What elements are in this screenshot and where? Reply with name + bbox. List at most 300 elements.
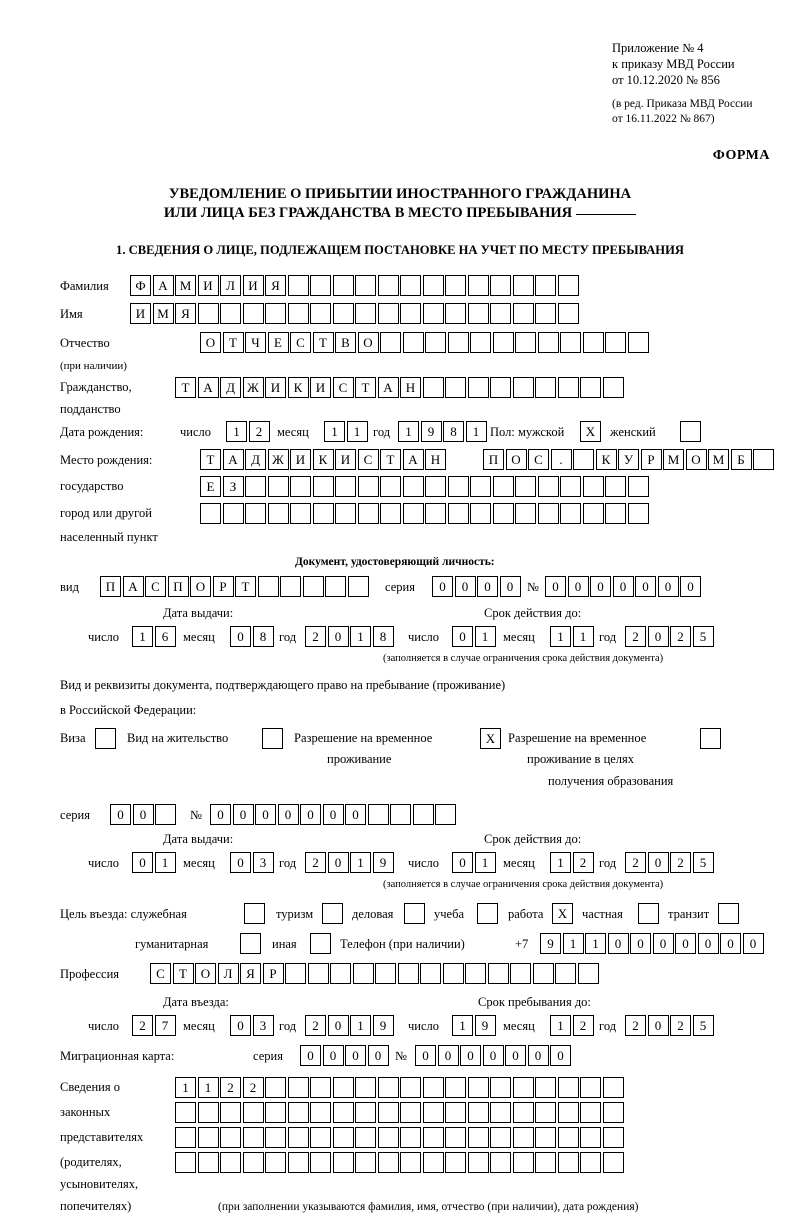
form-cell[interactable]	[420, 963, 441, 984]
form-cell[interactable]: 5	[693, 852, 714, 873]
form-cell[interactable]: Т	[355, 377, 376, 398]
form-cell[interactable]: Л	[218, 963, 239, 984]
form-cell[interactable]: Т	[173, 963, 194, 984]
birth-day-input[interactable]	[226, 421, 271, 442]
birth-year-input[interactable]	[398, 421, 488, 442]
form-cell[interactable]	[288, 1102, 309, 1123]
form-cell[interactable]: И	[198, 275, 219, 296]
form-cell[interactable]	[423, 303, 444, 324]
form-cell[interactable]: Ф	[130, 275, 151, 296]
form-cell[interactable]	[265, 1102, 286, 1123]
form-cell[interactable]	[558, 1077, 579, 1098]
form-cell[interactable]: Ж	[268, 449, 289, 470]
form-cell[interactable]	[628, 503, 649, 524]
form-cell[interactable]	[310, 1102, 331, 1123]
purpose-work-checkbox[interactable]	[552, 903, 575, 924]
form-cell[interactable]: 1	[452, 1015, 473, 1036]
form-cell[interactable]	[490, 275, 511, 296]
form-cell[interactable]	[445, 303, 466, 324]
form-cell[interactable]	[268, 476, 289, 497]
form-cell[interactable]: 0	[230, 626, 251, 647]
form-cell[interactable]	[718, 903, 739, 924]
form-cell[interactable]	[533, 963, 554, 984]
form-cell[interactable]	[198, 1102, 219, 1123]
form-cell[interactable]	[468, 1127, 489, 1148]
stay-until-month-input[interactable]	[550, 1015, 595, 1036]
form-cell[interactable]	[310, 933, 331, 954]
form-cell[interactable]	[288, 303, 309, 324]
form-cell[interactable]: И	[130, 303, 151, 324]
form-cell[interactable]	[448, 503, 469, 524]
stay-until-year-input[interactable]	[625, 1015, 715, 1036]
form-cell[interactable]: 0	[698, 933, 719, 954]
form-cell[interactable]: 8	[373, 626, 394, 647]
form-cell[interactable]: Д	[220, 377, 241, 398]
form-cell[interactable]	[558, 275, 579, 296]
form-cell[interactable]	[488, 963, 509, 984]
form-cell[interactable]: 2	[305, 852, 326, 873]
form-cell[interactable]	[348, 576, 369, 597]
form-cell[interactable]: А	[153, 275, 174, 296]
form-cell[interactable]: И	[335, 449, 356, 470]
form-cell[interactable]: 2	[625, 1015, 646, 1036]
form-cell[interactable]	[290, 476, 311, 497]
form-cell[interactable]	[403, 503, 424, 524]
form-cell[interactable]: В	[335, 332, 356, 353]
form-cell[interactable]	[573, 449, 594, 470]
form-cell[interactable]: А	[123, 576, 144, 597]
form-cell[interactable]	[628, 476, 649, 497]
form-cell[interactable]	[290, 503, 311, 524]
form-cell[interactable]	[355, 1077, 376, 1098]
form-cell[interactable]: 0	[675, 933, 696, 954]
form-cell[interactable]	[468, 303, 489, 324]
form-cell[interactable]	[448, 332, 469, 353]
form-cell[interactable]	[605, 476, 626, 497]
purpose-other-checkbox[interactable]	[310, 933, 333, 954]
form-cell[interactable]: А	[198, 377, 219, 398]
form-cell[interactable]	[425, 503, 446, 524]
form-cell[interactable]: 0	[328, 626, 349, 647]
form-cell[interactable]: Р	[263, 963, 284, 984]
form-cell[interactable]	[355, 303, 376, 324]
form-cell[interactable]: Х	[552, 903, 573, 924]
form-cell[interactable]: Б	[731, 449, 752, 470]
form-cell[interactable]: 1	[198, 1077, 219, 1098]
form-cell[interactable]	[223, 503, 244, 524]
form-cell[interactable]	[285, 963, 306, 984]
form-cell[interactable]: 5	[693, 1015, 714, 1036]
form-cell[interactable]: 0	[345, 804, 366, 825]
form-cell[interactable]: М	[175, 275, 196, 296]
form-cell[interactable]	[220, 1102, 241, 1123]
purpose-business-checkbox[interactable]	[404, 903, 427, 924]
form-cell[interactable]	[333, 303, 354, 324]
doc-valid-year-input[interactable]	[625, 626, 715, 647]
form-cell[interactable]: 0	[653, 933, 674, 954]
form-cell[interactable]	[583, 503, 604, 524]
purpose-study-checkbox[interactable]	[477, 903, 500, 924]
form-cell[interactable]: 0	[230, 852, 251, 873]
form-cell[interactable]	[243, 1127, 264, 1148]
form-cell[interactable]	[313, 503, 334, 524]
stay-issue-month-input[interactable]	[230, 852, 275, 873]
form-cell[interactable]: 1	[398, 421, 419, 442]
name-input[interactable]	[130, 303, 580, 324]
form-cell[interactable]: 0	[613, 576, 634, 597]
form-cell[interactable]: С	[358, 449, 379, 470]
form-cell[interactable]: 9	[421, 421, 442, 442]
form-cell[interactable]: 8	[443, 421, 464, 442]
stay-series-input[interactable]	[110, 804, 178, 825]
form-cell[interactable]: М	[708, 449, 729, 470]
form-cell[interactable]: 2	[625, 626, 646, 647]
form-cell[interactable]	[435, 804, 456, 825]
form-cell[interactable]	[413, 804, 434, 825]
form-cell[interactable]	[490, 303, 511, 324]
form-cell[interactable]	[538, 476, 559, 497]
form-cell[interactable]: 0	[415, 1045, 436, 1066]
form-cell[interactable]: 2	[670, 852, 691, 873]
form-cell[interactable]: Ч	[245, 332, 266, 353]
form-cell[interactable]	[448, 476, 469, 497]
form-cell[interactable]: 6	[155, 626, 176, 647]
form-cell[interactable]	[390, 804, 411, 825]
form-cell[interactable]	[583, 476, 604, 497]
form-cell[interactable]	[400, 1102, 421, 1123]
form-cell[interactable]	[375, 963, 396, 984]
form-cell[interactable]: 1	[226, 421, 247, 442]
form-cell[interactable]: 0	[452, 852, 473, 873]
form-cell[interactable]: 0	[328, 1015, 349, 1036]
form-cell[interactable]: 2	[305, 626, 326, 647]
form-cell[interactable]: А	[223, 449, 244, 470]
form-cell[interactable]	[280, 576, 301, 597]
form-cell[interactable]	[700, 728, 721, 749]
form-cell[interactable]: 2	[249, 421, 270, 442]
form-cell[interactable]	[468, 275, 489, 296]
form-cell[interactable]	[535, 275, 556, 296]
form-cell[interactable]: Я	[265, 275, 286, 296]
stay-until-day-input[interactable]	[452, 1015, 497, 1036]
form-cell[interactable]	[400, 1127, 421, 1148]
form-cell[interactable]	[333, 1127, 354, 1148]
form-cell[interactable]: Т	[380, 449, 401, 470]
form-cell[interactable]	[605, 503, 626, 524]
form-cell[interactable]: 0	[483, 1045, 504, 1066]
form-cell[interactable]: И	[243, 275, 264, 296]
form-cell[interactable]: Р	[641, 449, 662, 470]
form-cell[interactable]: 2	[670, 1015, 691, 1036]
form-cell[interactable]: 1	[550, 852, 571, 873]
form-cell[interactable]: 2	[670, 626, 691, 647]
form-cell[interactable]	[423, 1127, 444, 1148]
form-cell[interactable]	[243, 303, 264, 324]
form-cell[interactable]: 0	[500, 576, 521, 597]
form-cell[interactable]: 0	[505, 1045, 526, 1066]
surname-input[interactable]	[130, 275, 580, 296]
form-cell[interactable]: 0	[132, 852, 153, 873]
doc-issue-month-input[interactable]	[230, 626, 275, 647]
form-cell[interactable]	[603, 1102, 624, 1123]
form-cell[interactable]: С	[528, 449, 549, 470]
doc-number-input[interactable]	[545, 576, 703, 597]
form-cell[interactable]	[358, 476, 379, 497]
form-cell[interactable]: 0	[133, 804, 154, 825]
form-cell[interactable]	[445, 1077, 466, 1098]
form-cell[interactable]: И	[310, 377, 331, 398]
purpose-tourism-checkbox[interactable]	[322, 903, 345, 924]
form-cell[interactable]	[493, 503, 514, 524]
form-cell[interactable]	[580, 1102, 601, 1123]
form-cell[interactable]: 2	[243, 1077, 264, 1098]
form-cell[interactable]	[265, 1077, 286, 1098]
form-cell[interactable]	[378, 303, 399, 324]
form-cell[interactable]	[258, 576, 279, 597]
form-cell[interactable]	[468, 1102, 489, 1123]
form-cell[interactable]	[538, 503, 559, 524]
form-cell[interactable]	[510, 963, 531, 984]
form-cell[interactable]	[513, 1077, 534, 1098]
form-cell[interactable]	[515, 476, 536, 497]
form-cell[interactable]: 0	[452, 626, 473, 647]
form-cell[interactable]: 0	[230, 1015, 251, 1036]
form-cell[interactable]	[468, 1077, 489, 1098]
form-cell[interactable]: 0	[278, 804, 299, 825]
form-cell[interactable]	[245, 503, 266, 524]
form-cell[interactable]	[603, 1127, 624, 1148]
entry-month-input[interactable]	[230, 1015, 275, 1036]
form-cell[interactable]	[355, 275, 376, 296]
form-cell[interactable]: 1	[585, 933, 606, 954]
stay-issue-year-input[interactable]	[305, 852, 395, 873]
form-cell[interactable]	[308, 963, 329, 984]
form-cell[interactable]	[423, 275, 444, 296]
form-cell[interactable]	[175, 1127, 196, 1148]
form-cell[interactable]	[322, 903, 343, 924]
form-cell[interactable]: М	[663, 449, 684, 470]
residence-permit-checkbox[interactable]	[262, 728, 285, 749]
form-cell[interactable]	[493, 476, 514, 497]
form-cell[interactable]	[404, 903, 425, 924]
form-cell[interactable]	[583, 332, 604, 353]
form-cell[interactable]: 0	[455, 576, 476, 597]
form-cell[interactable]: Д	[245, 449, 266, 470]
form-cell[interactable]	[423, 1077, 444, 1098]
form-cell[interactable]: 0	[328, 852, 349, 873]
form-cell[interactable]: 1	[350, 1015, 371, 1036]
form-cell[interactable]: 0	[608, 933, 629, 954]
form-cell[interactable]	[605, 332, 626, 353]
form-cell[interactable]	[515, 503, 536, 524]
sex-male-checkbox[interactable]	[580, 421, 603, 442]
form-cell[interactable]	[425, 476, 446, 497]
form-cell[interactable]: 0	[368, 1045, 389, 1066]
form-cell[interactable]	[245, 476, 266, 497]
form-cell[interactable]	[310, 1077, 331, 1098]
form-cell[interactable]	[513, 303, 534, 324]
form-cell[interactable]	[580, 1077, 601, 1098]
form-cell[interactable]: 2	[573, 1015, 594, 1036]
form-cell[interactable]	[355, 1127, 376, 1148]
legal-rep-row-3[interactable]	[175, 1127, 625, 1148]
form-cell[interactable]: 0	[648, 852, 669, 873]
form-cell[interactable]: 1	[475, 852, 496, 873]
form-cell[interactable]	[490, 1127, 511, 1148]
form-cell[interactable]: 0	[300, 1045, 321, 1066]
form-cell[interactable]: С	[150, 963, 171, 984]
form-cell[interactable]: 0	[345, 1045, 366, 1066]
form-cell[interactable]: Н	[425, 449, 446, 470]
form-cell[interactable]: 0	[743, 933, 764, 954]
form-cell[interactable]: П	[168, 576, 189, 597]
form-cell[interactable]	[310, 303, 331, 324]
visa-checkbox[interactable]	[95, 728, 118, 749]
form-cell[interactable]	[288, 1127, 309, 1148]
form-cell[interactable]	[368, 804, 389, 825]
form-cell[interactable]	[578, 963, 599, 984]
edu-residence-checkbox[interactable]	[700, 728, 723, 749]
form-cell[interactable]	[268, 503, 289, 524]
temp-residence-checkbox[interactable]	[480, 728, 503, 749]
doc-issue-day-input[interactable]	[132, 626, 177, 647]
form-cell[interactable]	[400, 275, 421, 296]
form-cell[interactable]: 2	[305, 1015, 326, 1036]
form-cell[interactable]	[535, 303, 556, 324]
form-cell[interactable]	[198, 303, 219, 324]
form-cell[interactable]	[445, 1127, 466, 1148]
form-cell[interactable]	[380, 503, 401, 524]
form-cell[interactable]	[378, 1127, 399, 1148]
form-cell[interactable]: А	[378, 377, 399, 398]
stay-valid-year-input[interactable]	[625, 852, 715, 873]
form-cell[interactable]: О	[200, 332, 221, 353]
form-cell[interactable]	[470, 503, 491, 524]
form-cell[interactable]: Х	[580, 421, 601, 442]
form-cell[interactable]	[265, 1127, 286, 1148]
form-cell[interactable]: 9	[373, 852, 394, 873]
form-cell[interactable]: И	[265, 377, 286, 398]
form-cell[interactable]: 1	[132, 626, 153, 647]
form-cell[interactable]: 2	[625, 852, 646, 873]
form-cell[interactable]: 3	[253, 1015, 274, 1036]
form-cell[interactable]: 1	[350, 626, 371, 647]
doc-valid-day-input[interactable]	[452, 626, 497, 647]
form-cell[interactable]: Е	[268, 332, 289, 353]
form-cell[interactable]: 8	[253, 626, 274, 647]
form-cell[interactable]	[398, 963, 419, 984]
stay-valid-month-input[interactable]	[550, 852, 595, 873]
form-cell[interactable]	[628, 332, 649, 353]
form-cell[interactable]: 0	[648, 1015, 669, 1036]
form-cell[interactable]: 2	[573, 852, 594, 873]
form-cell[interactable]	[325, 576, 346, 597]
form-cell[interactable]	[358, 503, 379, 524]
form-cell[interactable]	[477, 903, 498, 924]
legal-rep-row-1[interactable]	[175, 1077, 625, 1098]
form-cell[interactable]	[443, 963, 464, 984]
form-cell[interactable]	[240, 933, 261, 954]
form-cell[interactable]	[333, 1102, 354, 1123]
birth-city-input-row1[interactable]	[483, 449, 776, 470]
form-cell[interactable]: К	[596, 449, 617, 470]
form-cell[interactable]: Ж	[243, 377, 264, 398]
form-cell[interactable]: О	[686, 449, 707, 470]
form-cell[interactable]	[378, 275, 399, 296]
stay-number-input[interactable]	[210, 804, 458, 825]
form-cell[interactable]: 1	[350, 852, 371, 873]
form-cell[interactable]	[310, 1127, 331, 1148]
form-cell[interactable]: П	[483, 449, 504, 470]
form-cell[interactable]: 0	[300, 804, 321, 825]
form-cell[interactable]	[493, 332, 514, 353]
form-cell[interactable]: П	[100, 576, 121, 597]
form-cell[interactable]	[378, 1077, 399, 1098]
form-cell[interactable]	[262, 728, 283, 749]
entry-day-input[interactable]	[132, 1015, 177, 1036]
form-cell[interactable]: 1	[550, 626, 571, 647]
form-cell[interactable]: .	[551, 449, 572, 470]
form-cell[interactable]	[535, 1102, 556, 1123]
form-cell[interactable]	[400, 303, 421, 324]
doc-issue-year-input[interactable]	[305, 626, 395, 647]
form-cell[interactable]	[288, 1077, 309, 1098]
form-cell[interactable]	[558, 1127, 579, 1148]
form-cell[interactable]	[560, 476, 581, 497]
migration-series-input[interactable]	[300, 1045, 390, 1066]
form-cell[interactable]: 0	[720, 933, 741, 954]
form-cell[interactable]: Т	[313, 332, 334, 353]
form-cell[interactable]	[560, 503, 581, 524]
form-cell[interactable]	[680, 421, 701, 442]
form-cell[interactable]	[425, 332, 446, 353]
form-cell[interactable]: Т	[223, 332, 244, 353]
form-cell[interactable]: 1	[324, 421, 345, 442]
form-cell[interactable]: С	[333, 377, 354, 398]
form-cell[interactable]	[335, 503, 356, 524]
form-cell[interactable]	[580, 1127, 601, 1148]
form-cell[interactable]: 2	[132, 1015, 153, 1036]
form-cell[interactable]: 1	[475, 626, 496, 647]
form-cell[interactable]: 9	[373, 1015, 394, 1036]
form-cell[interactable]	[490, 1102, 511, 1123]
form-cell[interactable]	[220, 303, 241, 324]
form-cell[interactable]: И	[290, 449, 311, 470]
birth-city-input-row2[interactable]	[200, 476, 650, 497]
form-cell[interactable]	[288, 275, 309, 296]
form-cell[interactable]: Л	[220, 275, 241, 296]
form-cell[interactable]	[470, 332, 491, 353]
form-cell[interactable]	[560, 332, 581, 353]
form-cell[interactable]: А	[403, 449, 424, 470]
sex-female-checkbox[interactable]	[680, 421, 703, 442]
form-cell[interactable]: 0	[545, 576, 566, 597]
phone-input[interactable]	[540, 933, 765, 954]
form-cell[interactable]: У	[618, 449, 639, 470]
form-cell[interactable]: Т	[200, 449, 221, 470]
form-cell[interactable]: 0	[460, 1045, 481, 1066]
form-cell[interactable]: 0	[635, 576, 656, 597]
stay-issue-day-input[interactable]	[132, 852, 177, 873]
legal-rep-row-2[interactable]	[175, 1102, 625, 1123]
form-cell[interactable]: 0	[323, 804, 344, 825]
form-cell[interactable]: 0	[438, 1045, 459, 1066]
form-cell[interactable]: К	[288, 377, 309, 398]
form-cell[interactable]	[330, 963, 351, 984]
form-cell[interactable]	[243, 1102, 264, 1123]
form-cell[interactable]: 0	[210, 804, 231, 825]
form-cell[interactable]: Т	[235, 576, 256, 597]
